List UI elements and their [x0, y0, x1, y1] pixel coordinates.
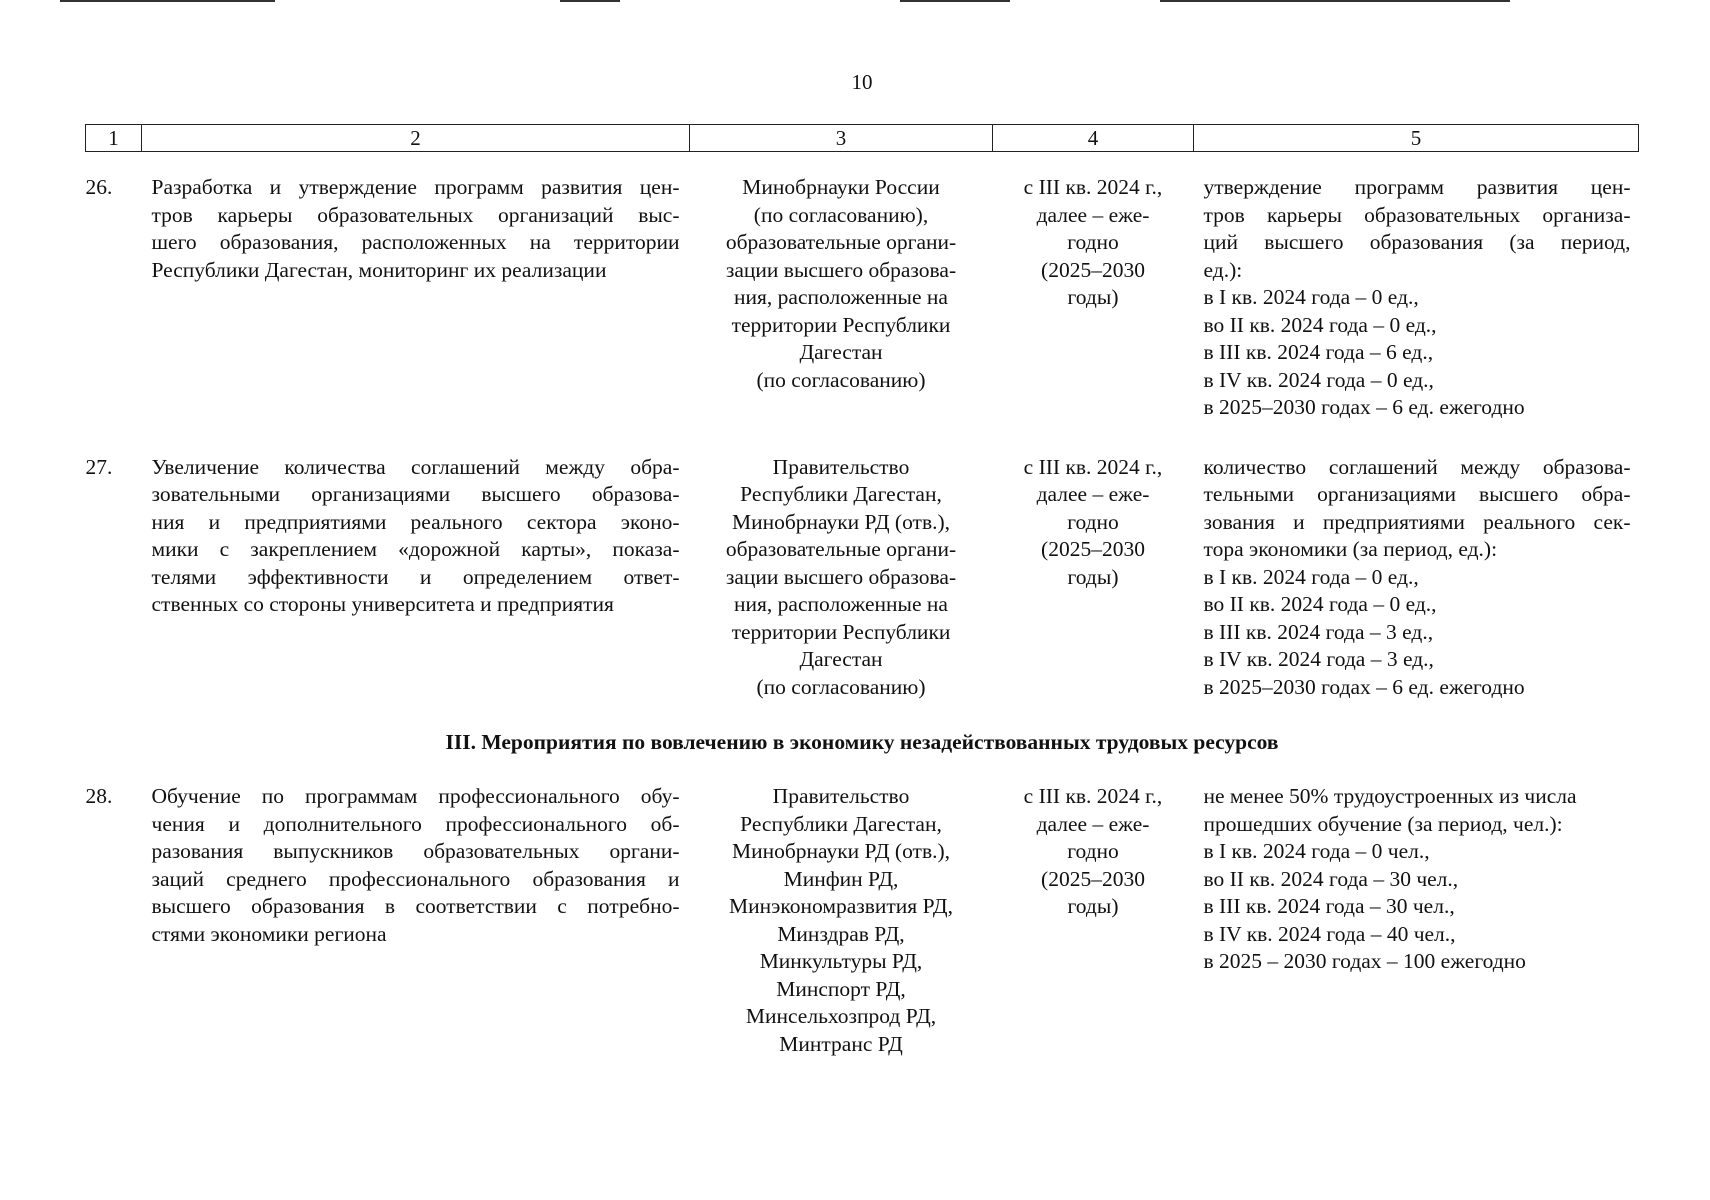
measure-description-line: ственных со стороны университета и предприятия	[151, 592, 614, 616]
table-body	[86, 152, 1639, 1059]
page-number: 10	[851, 70, 873, 94]
row-number: 28.	[85, 784, 113, 808]
implementation-period-line: с III кв. 2024 г.,	[1023, 175, 1163, 199]
scan-edge-line-3	[900, 0, 1010, 2]
scan-edge-line-4	[1160, 0, 1510, 2]
responsible-executors-line: Минэкономразвития РД,	[729, 894, 953, 918]
responsible-executors-line: Минтранс РД	[779, 1031, 903, 1056]
expected-result-line: во II кв. 2024 года – 0 ед.,	[1203, 312, 1437, 337]
expected-result-line: тров карьеры образовательных организа-	[1203, 202, 1631, 227]
measure-description-line: ния и предприятиями реального сектора эконо-	[151, 509, 680, 534]
measure-description-line: мики с закреплением «дорожной карты», показа-	[151, 537, 680, 561]
responsible-executors-line: ния, расположенные на	[734, 592, 948, 616]
column-header: 3	[690, 125, 993, 152]
responsible-executors-line: Республики Дагестан,	[740, 482, 942, 506]
responsible-executors-line: территории Республики	[731, 619, 951, 644]
section-heading-row	[86, 711, 1639, 761]
table-row	[86, 152, 1639, 432]
measure-description-line: Республики Дагестан, мониторинг их реализации	[151, 257, 607, 282]
measure-description-line: Увеличение количества соглашений между обра-	[151, 454, 680, 479]
implementation-period-line: (2025–2030	[1041, 537, 1145, 561]
row-number: 27.	[85, 454, 113, 479]
measures-table	[85, 124, 1639, 1058]
measure-description	[142, 761, 690, 1058]
expected-result-line: количество соглашений между образова-	[1203, 454, 1631, 479]
expected-result-line: ций высшего образования (за период,	[1203, 230, 1631, 254]
measure-description-line: тров карьеры образовательных организаций выс-	[151, 202, 680, 227]
implementation-period-line: годно	[1067, 509, 1119, 534]
expected-result-line: тора экономики (за период, ед.):	[1203, 537, 1498, 561]
scan-edge-line-2	[560, 0, 620, 2]
implementation-period-line: годы)	[1067, 285, 1119, 309]
expected-result-line: в III кв. 2024 года – 30 чел.,	[1203, 894, 1455, 918]
implementation-period-line: (2025–2030	[1041, 866, 1145, 891]
implementation-period-line: далее – еже-	[1036, 202, 1150, 227]
implementation-period	[993, 152, 1194, 432]
implementation-period-line: годы)	[1067, 894, 1119, 918]
responsible-executors-line: Минобрнауки РД (отв.),	[731, 509, 951, 534]
responsible-executors-line: Минздрав РД,	[777, 921, 905, 946]
measure-description	[142, 432, 690, 712]
implementation-period	[993, 432, 1194, 712]
implementation-period-line: (2025–2030	[1041, 257, 1145, 282]
measure-description-line: заций среднего профессионального образования и	[151, 866, 680, 891]
implementation-period-line: годы)	[1067, 564, 1119, 589]
expected-result	[1194, 761, 1639, 1058]
measure-description	[142, 152, 690, 432]
expected-result	[1194, 152, 1639, 432]
row-number: 26.	[85, 175, 113, 199]
responsible-executors-line: Правительство	[772, 784, 910, 808]
responsible-executors-line: (по согласованию),	[753, 202, 929, 227]
implementation-period	[993, 761, 1194, 1058]
responsible-executors-line: зации высшего образова-	[725, 564, 957, 589]
responsible-executors-line: Дагестан	[799, 340, 883, 364]
expected-result-line: в III кв. 2024 года – 6 ед.,	[1203, 340, 1434, 364]
column-header: 5	[1194, 125, 1639, 152]
expected-result-line: в I кв. 2024 года – 0 чел.,	[1203, 839, 1430, 863]
measures-table-container	[85, 124, 1638, 1058]
table-row	[86, 761, 1639, 1058]
measure-description-line: Обучение по программам профессионального обу-	[151, 784, 680, 808]
responsible-executors-line: Правительство	[772, 454, 910, 479]
expected-result-line: ед.):	[1203, 257, 1243, 282]
responsible-executors	[690, 432, 993, 712]
implementation-period-line: далее – еже-	[1036, 811, 1150, 836]
responsible-executors-line: Минспорт РД,	[776, 976, 906, 1001]
scan-edge-line-1	[60, 0, 275, 2]
responsible-executors-line: образовательные органи-	[725, 537, 957, 561]
section-title: III. Мероприятия по вовлечению в экономику незадействованных трудовых ресурсов	[445, 730, 1279, 754]
implementation-period-line: годно	[1067, 230, 1119, 254]
expected-result-line: во II кв. 2024 года – 0 ед.,	[1203, 592, 1437, 616]
expected-result-line: в IV кв. 2024 года – 0 ед.,	[1203, 367, 1434, 392]
responsible-executors-line: Минфин РД,	[783, 866, 899, 891]
measure-description-line: шего образования, расположенных на территории	[151, 230, 680, 254]
expected-result-line: утверждение программ развития цен-	[1203, 175, 1631, 199]
responsible-executors-line: территории Республики	[731, 312, 951, 337]
implementation-period-line: годно	[1067, 839, 1119, 863]
responsible-executors	[690, 152, 993, 432]
responsible-executors-line: Минкультуры РД,	[759, 949, 923, 973]
responsible-executors-line: Минсельхозпрод РД,	[745, 1004, 937, 1028]
expected-result-line: в IV кв. 2024 года – 40 чел.,	[1203, 921, 1456, 946]
responsible-executors-line: Дагестан	[799, 647, 883, 671]
responsible-executors-line: зации высшего образова-	[725, 257, 957, 282]
expected-result-line: тельными организациями высшего обра-	[1203, 482, 1631, 506]
table-row	[86, 432, 1639, 712]
responsible-executors	[690, 761, 993, 1058]
responsible-executors-line: (по согласованию)	[756, 367, 926, 392]
expected-result-line: зования и предприятиями реального сек-	[1203, 509, 1631, 534]
implementation-period-line: с III кв. 2024 г.,	[1023, 454, 1163, 479]
column-header: 2	[142, 125, 690, 152]
measure-description-line: разования выпускников образовательных органи-	[151, 839, 680, 863]
measure-description-line: телями эффективности и определением ответ-	[151, 564, 680, 589]
column-header: 4	[993, 125, 1194, 152]
responsible-executors-line: (по согласованию)	[756, 674, 926, 699]
implementation-period-line: с III кв. 2024 г.,	[1023, 784, 1163, 808]
measure-description-line: чения и дополнительного профессионального об-	[151, 811, 680, 836]
expected-result-line: в IV кв. 2024 года – 3 ед.,	[1203, 647, 1434, 671]
expected-result-line: в I кв. 2024 года – 0 ед.,	[1203, 564, 1419, 589]
measure-description-line: Разработка и утверждение программ развития цен-	[151, 175, 680, 199]
responsible-executors-line: Минобрнауки России	[742, 175, 940, 199]
expected-result-line: прошедших обучение (за период, чел.):	[1203, 811, 1563, 836]
responsible-executors-line: образовательные органи-	[725, 230, 957, 254]
expected-result-line: во II кв. 2024 года – 30 чел.,	[1203, 866, 1459, 891]
expected-result-line: в III кв. 2024 года – 3 ед.,	[1203, 619, 1434, 644]
column-number-header	[86, 125, 1639, 152]
measure-description-line: стями экономики региона	[151, 921, 387, 946]
expected-result-line: в 2025–2030 годах – 6 ед. ежегодно	[1203, 395, 1525, 419]
column-header: 1	[86, 125, 142, 152]
expected-result-line: не менее 50% трудоустроенных из числа	[1203, 784, 1577, 808]
measure-description-line: высшего образования в соответствии с потребно-	[151, 894, 680, 918]
responsible-executors-line: Минобрнауки РД (отв.),	[731, 839, 951, 863]
expected-result-line: в 2025 – 2030 годах – 100 ежегодно	[1203, 949, 1526, 973]
implementation-period-line: далее – еже-	[1036, 482, 1150, 506]
measure-description-line: зовательными организациями высшего образова-	[151, 482, 680, 506]
responsible-executors-line: Республики Дагестан,	[740, 811, 942, 836]
expected-result-line: в I кв. 2024 года – 0 ед.,	[1203, 285, 1419, 309]
expected-result	[1194, 432, 1639, 712]
expected-result-line: в 2025–2030 годах – 6 ед. ежегодно	[1203, 674, 1525, 699]
responsible-executors-line: ния, расположенные на	[734, 285, 948, 309]
